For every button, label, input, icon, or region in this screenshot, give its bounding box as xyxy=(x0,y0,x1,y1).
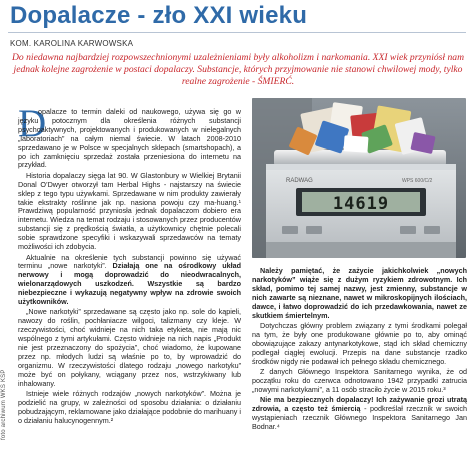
title-divider xyxy=(8,32,466,33)
paragraph-intro: opalacze to termin daleki od naukowego, używa się go w języku potocznym dla określenia różnych substancji psychoaktywnych, projektowanych i produkowanych w nielegalnych „laboratoriach” na całym niemal świecie. W latach 2008-2010 sprzedawano je w Polsce w specjalnych sklepach (smartshopach), a po ich zamknięciu sprzedaż została przeniesiona do internetu na przykład. xyxy=(18,107,241,170)
scale-with-drugs-photo xyxy=(252,98,466,258)
paragraph-labels: „Nowe narkotyki” sprzedawane są często jako np. sole do kąpieli, nawozy do roślin, pochłaniacze wilgoci, talizmany czy kleje. W rzeczywistości, choć widnieje na nich taka etykieta, nie mają nic wspólnego z tymi artykułami. Często widnieje na nich napis „Produkt nie jest przeznaczony do spożycia”, choć wiadomo, że kupowane przez np. młodych ludzi są właśnie po to, by wprowadzić do organizmu. W rzeczywistości dlatego rodzaju „nowego narkotyku” może być on połykany, wciągany przez nos, wstrzykiwany lub inhalowany. xyxy=(18,307,241,388)
scale-brand: RADWAG xyxy=(286,178,313,184)
drop-cap: D xyxy=(18,102,47,145)
paragraph-history: Historia dopalaczy sięga lat 90. W Glastonbury w Wielkiej Brytanii Donal O’Dwyer otworzył tam Herbal Highs - najstarszy na świecie sklep z tego typu używkami. Sprzedawane w nim produkty zawierały takie ekstrakty roślinne jak np. nasiona powoju czy ma-huang.¹ Prawdziwą popularność przyniosła jednak dopalaczom dobiero era internetu. Wiedza na temat rodzaju i stosowanych przez producentów substancji się z prędkością światła, a użytkownicy chętnie polecali sobie sprawdzone specyfiki i wskazywali sprzedawców na tematy możliwości ich zdobycia. xyxy=(18,170,241,252)
paragraph-quote: Nie ma bezpiecznych dopalaczy! Ich zażywanie grozi utratą zdrowia, a często też śmiercią - podkreślał rzecznik w swoich wystąpieniach rzecznik Głównego Inspektora Sanitarnego Jan Bodnar.⁴ xyxy=(252,395,467,431)
paragraph-problem: Dotychczas główny problem związany z tymi środkami polegał na tym, że były one produkowane głównie po to, aby ominąć obowiązujące zakazy antynarkotykowe, stąd ich skład chemiczny podlegał ciągłej ewolucji. Przepis na dane substancje rzadko środków nigdy nie podawał ich pełnego składu chemicznego. xyxy=(252,320,467,366)
article-title: Dopalacze - zło XXI wieku xyxy=(10,2,308,29)
lead-paragraph: Do niedawna najbardziej rozpowszechnionymi uzależnieniami były alkoholizm i narkomania. XXI wiek przyniósł nam jednak kolejne zagrożenie w postaci dopalaczy. Substancje, których przyjmowanie nie stanowi chwilowej mody, tylko realne zagrożenie - ŚMIERĆ. xyxy=(11,52,465,87)
paragraph-warning: Należy pamiętać, że zażycie jakichkolwiek „nowych narkotyków” wiąże się z dużym ryzykiem zdrowotnym. Ich skład, pomimo tej samej nazwy, jest zmienny, substancje w nich zawarte są nieznane, nawet w mikroskopijnych ilościach, dawce, i łatwo doprowadzić do ich przedawkowania, nawet ze skutkiem śmiertelnym. xyxy=(252,266,467,320)
scale-display: 14619 xyxy=(332,194,390,214)
paragraph-new-drugs: Aktualnie na określenie tych substancji powinno się używać terminu „nowe narkotyki”. Działają one na ośrodkowy układ nerwowy i mogą doprowadzić do nieodwracalnych, wielonarządowych uszkodzeń. Wszystkie są bardzo niebezpieczne i wykazują negatywny wpływ na zdrowie swoich użytkowników. xyxy=(18,252,241,307)
article-photo xyxy=(252,98,466,258)
photo-credit: foto archiwum WKS KSP xyxy=(1,369,7,440)
scale-model: WPS 600/C/2 xyxy=(402,178,433,184)
paragraph-types: Istnieje wiele różnych rodzajów „nowych narkotyków”. Można je podzielić na grupy, w zależności od sposobu działania: o działaniu pobudzającym, reklamowane jako działające podobnie do marihuany i o działaniu halucynogennym.² xyxy=(18,389,241,425)
text-column-left xyxy=(18,102,241,427)
paragraph-statistics: Z danych Głównego Inspektora Sanitarnego wynika, że od początku roku do czerwca odnotowano 1942 przypadki zatrucia „nowymi narkotykami”, a 11 osób straciło życie w 2015 roku.³ xyxy=(252,366,467,394)
text-column-right xyxy=(252,267,467,433)
author-byline: KOM. KAROLINA KARWOWSKA xyxy=(10,39,134,48)
